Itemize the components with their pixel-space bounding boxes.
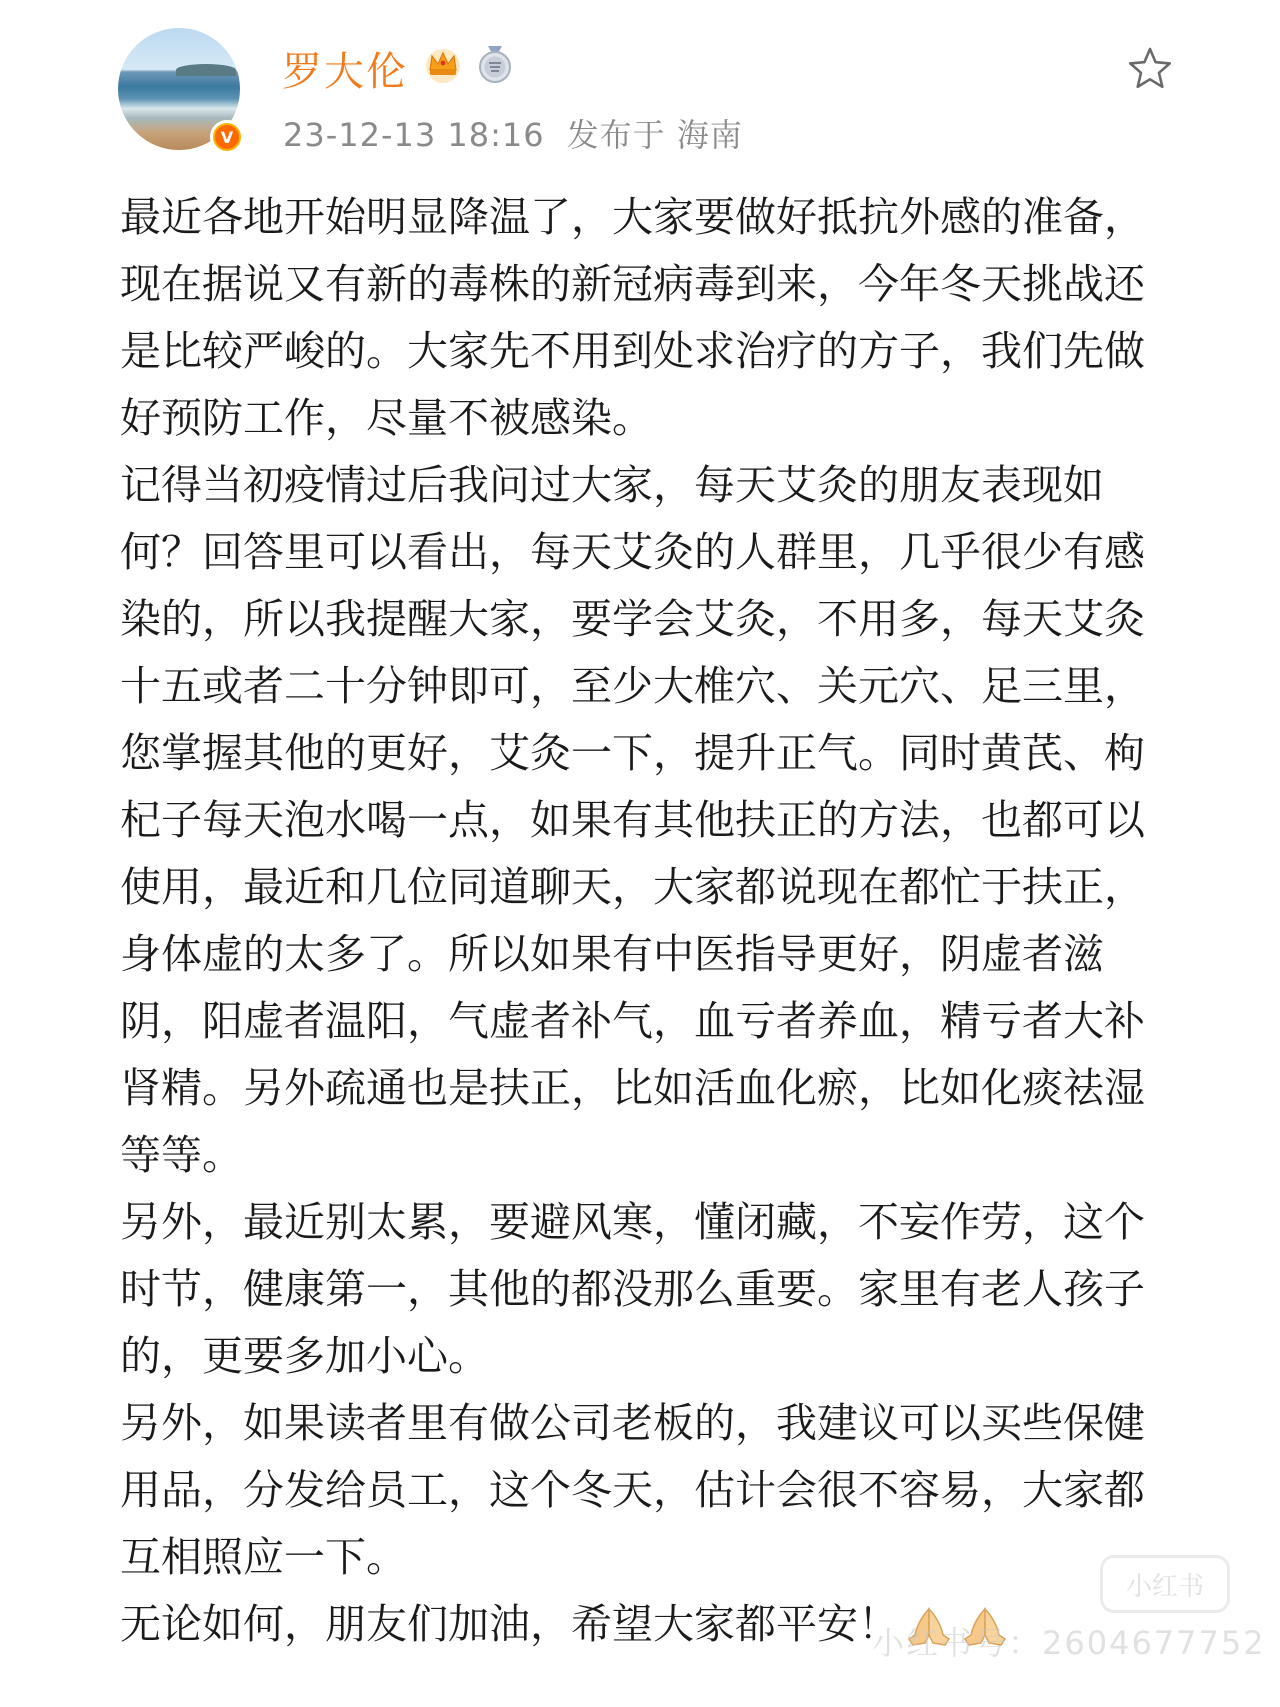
author-name[interactable]: 罗大伦	[282, 49, 408, 95]
post-meta	[283, 110, 743, 156]
post-paragraph-3: 另外，最近别太累，要避风寒，懂闭藏，不妄作劳，这个时节，健康第一，其他的都没那么重要。家里有老人孩子的，更要多加小心。	[120, 1198, 1145, 1380]
post-timestamp: 23-12-13 18:16	[283, 116, 545, 154]
post-body	[120, 184, 1180, 1658]
verified-badge-label: V	[215, 125, 239, 149]
post-location: 发布于 海南	[566, 116, 743, 154]
post-paragraph-1: 最近各地开始明显降温了，大家要做好抵抗外感的准备，现在据说又有新的毒株的新冠病毒到来，今年冬天挑战还是比较严峻的。大家先不用到处求治疗的方子，我们先做好预防工作，尽量不被感染。	[120, 193, 1145, 442]
post-paragraph-5: 无论如何，朋友们加油，希望大家都平安！	[120, 1600, 899, 1648]
post-header	[0, 0, 1280, 170]
watermark-logo: 小红书	[1100, 1555, 1230, 1613]
author-avatar[interactable]	[118, 28, 240, 150]
verified-badge-icon	[210, 120, 244, 154]
star-outline-icon[interactable]	[1125, 44, 1175, 94]
post-paragraph-2: 记得当初疫情过后我问过大家，每天艾灸的朋友表现如何？回答里可以看出，每天艾灸的人群里，几乎很少有感染的，所以我提醒大家，要学会艾灸，不用多，每天艾灸十五或者二十分钟即可，至少大椎穴、关元穴、足三里，您掌握其他的更好，艾灸一下，提升正气。同时黄芪、枸杞子每天泡水喝一点，如果有其他扶正的方法，也都可以使用，最近和几位同道聊天，大家都说现在都忙于扶正，身体虚的太多了。所以如果有中医指导更好，阴虚者滋阴，阳虚者温阳，气虚者补气，血亏者养血，精亏者大补肾精。另外疏通也是扶正，比如活血化瘀，比如化痰祛湿等等。	[120, 461, 1145, 1179]
post-paragraph-4: 另外，如果读者里有做公司老板的，我建议可以买些保健用品，分发给员工，这个冬天，估计会很不容易，大家都互相照应一下。	[120, 1399, 1145, 1581]
watermark-id: 小红书号：2604677752	[872, 1624, 1266, 1662]
avatar-island-shape	[176, 64, 236, 76]
crown-icon	[422, 44, 464, 84]
medal-icon	[475, 44, 515, 84]
